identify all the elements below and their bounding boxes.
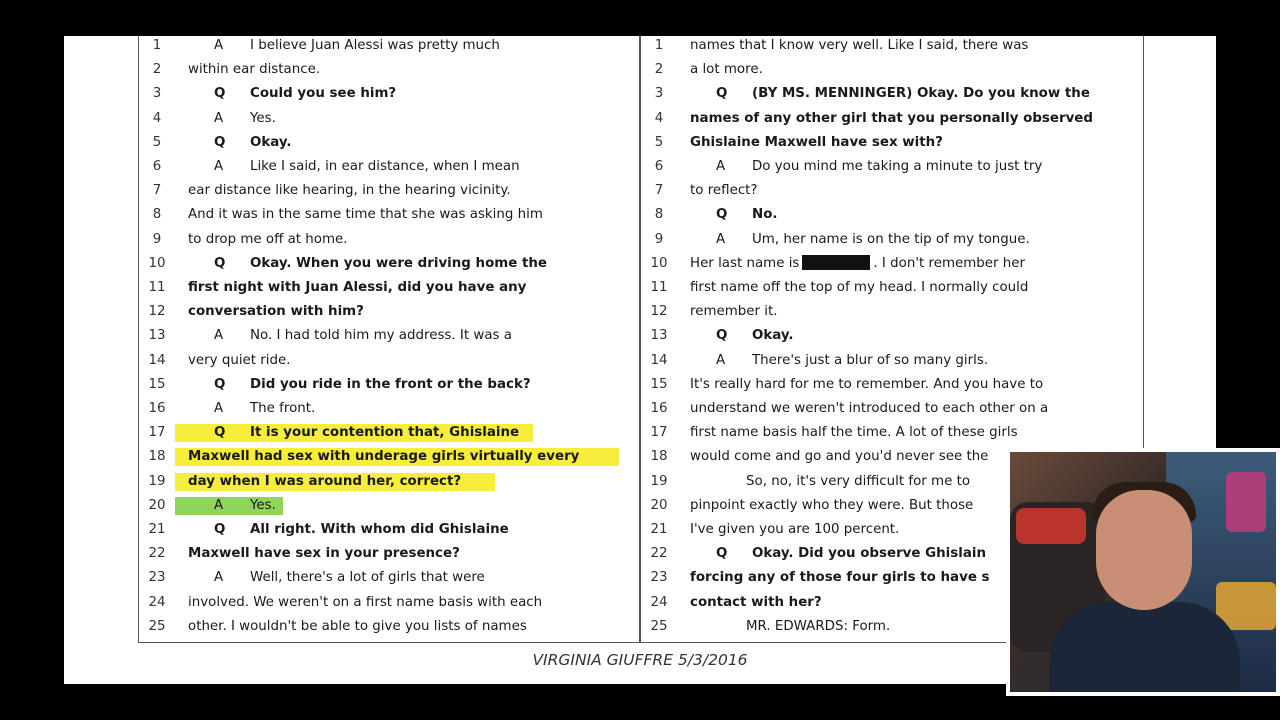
line-segment: understand we weren't introduced to each other on a <box>690 401 1049 416</box>
line-segment: Yes. <box>250 110 276 126</box>
line-segment: The front. <box>250 401 316 416</box>
transcript-line <box>641 155 1143 179</box>
line-number: 3 <box>654 86 664 102</box>
line-segment: All right. With whom did Ghislaine <box>250 522 509 537</box>
line-text <box>690 252 1025 276</box>
speaker-marker: A <box>716 159 726 174</box>
line-text <box>188 615 527 639</box>
line-text <box>188 203 543 227</box>
transcript-line <box>641 276 1143 300</box>
line-text <box>214 566 485 590</box>
line-text <box>690 34 1028 58</box>
line-text <box>214 324 512 348</box>
transcript-line <box>641 34 1143 58</box>
line-segment: . I don't remember her <box>873 255 1026 271</box>
line-number: 4 <box>654 110 664 126</box>
redaction-block <box>802 255 870 270</box>
line-text <box>188 228 348 252</box>
transcript-line <box>139 324 639 348</box>
transcript-line <box>641 397 1143 421</box>
line-segment: first name off the top of my head. I normally could <box>690 280 1029 295</box>
line-number: 14 <box>650 352 668 368</box>
line-segment: first name basis half the time. A lot of these girls <box>690 425 1018 441</box>
line-number: 12 <box>148 304 166 320</box>
line-segment: It is your contention that, Ghislaine <box>250 425 520 441</box>
line-number: 22 <box>148 546 166 562</box>
line-number: 6 <box>152 159 162 174</box>
line-segment: Okay. When you were driving home the <box>250 255 547 271</box>
line-number: 12 <box>650 304 668 320</box>
transcript-line <box>641 252 1143 276</box>
line-number: 21 <box>650 522 668 537</box>
transcript-line <box>641 349 1143 373</box>
transcript-line <box>641 203 1143 227</box>
transcript-line <box>139 300 639 324</box>
transcript-line <box>139 228 639 252</box>
transcript-footer: VIRGINIA GIUFFRE 5/3/2016 <box>532 651 748 669</box>
transcript-line <box>641 373 1143 397</box>
line-text <box>716 349 988 373</box>
line-segment: Do you mind me taking a minute to just try <box>752 159 1043 174</box>
line-text <box>690 494 973 518</box>
line-number: 5 <box>152 134 162 150</box>
line-text <box>214 252 547 276</box>
line-number: 1 <box>152 38 162 53</box>
line-segment: to drop me off at home. <box>188 231 348 247</box>
line-number: 6 <box>654 159 664 174</box>
line-text <box>214 421 519 445</box>
speaker-marker: Q <box>214 86 226 102</box>
transcript-line <box>139 591 639 615</box>
line-text <box>214 131 292 155</box>
speaker-marker: A <box>214 401 224 416</box>
transcript-line <box>139 155 639 179</box>
line-segment: Her last name is <box>690 255 800 271</box>
transcript-line <box>641 300 1143 324</box>
line-text <box>690 397 1048 421</box>
line-segment: Okay. <box>250 134 292 150</box>
speaker-marker: A <box>214 328 224 344</box>
transcript-line <box>641 58 1143 82</box>
transcript-line <box>139 58 639 82</box>
transcript-left-column <box>138 36 640 643</box>
line-segment: Yes. <box>250 497 276 513</box>
line-number: 20 <box>148 497 166 513</box>
line-number: 13 <box>148 328 166 344</box>
line-text <box>214 397 315 421</box>
transcript-line <box>139 421 639 445</box>
line-number: 1 <box>654 38 664 53</box>
transcript-line <box>139 252 639 276</box>
speaker-marker: Q <box>716 86 728 102</box>
line-segment: I believe Juan Alessi was pretty much <box>250 38 500 53</box>
line-number: 14 <box>148 352 166 368</box>
line-text <box>690 179 758 203</box>
line-number: 9 <box>152 231 162 247</box>
transcript-line <box>641 107 1143 131</box>
line-text <box>690 518 899 542</box>
transcript-line <box>139 179 639 203</box>
line-text <box>188 591 542 615</box>
line-segment: It's really hard for me to remember. And you have to <box>690 376 1044 392</box>
line-number: 20 <box>650 497 668 513</box>
line-text <box>716 542 986 566</box>
line-segment: There's just a blur of so many girls. <box>752 352 989 368</box>
line-text <box>690 58 763 82</box>
line-number: 9 <box>654 231 664 247</box>
line-text <box>214 107 276 131</box>
transcript-line <box>641 131 1143 155</box>
line-text <box>716 228 1030 252</box>
line-number: 17 <box>148 425 166 441</box>
line-text <box>188 179 511 203</box>
line-text <box>188 470 461 494</box>
line-segment: ear distance like hearing, in the hearing vicinity. <box>188 183 511 199</box>
transcript-line <box>139 203 639 227</box>
line-text <box>188 300 364 324</box>
transcript-line <box>139 82 639 106</box>
line-text <box>716 82 1090 106</box>
line-text <box>690 300 778 324</box>
speaker-marker: Q <box>214 255 226 271</box>
line-text <box>746 615 890 639</box>
line-segment: would come and go and you'd never see the <box>690 449 989 465</box>
transcript-line <box>139 107 639 131</box>
line-text <box>188 276 526 300</box>
line-segment: contact with her? <box>690 594 822 610</box>
line-segment: day when I was around her, correct? <box>188 473 462 489</box>
line-segment: Ghislaine Maxwell have sex with? <box>690 134 943 150</box>
line-segment: within ear distance. <box>188 62 321 78</box>
line-number: 15 <box>650 376 668 392</box>
transcript-line <box>139 349 639 373</box>
line-number: 21 <box>148 522 166 537</box>
line-segment: remember it. <box>690 304 778 320</box>
transcript-line <box>139 615 639 639</box>
transcript-line <box>139 542 639 566</box>
line-number: 18 <box>650 449 668 465</box>
line-number: 13 <box>650 328 668 344</box>
line-segment: Um, her name is on the tip of my tongue. <box>752 231 1030 247</box>
line-segment: So, no, it's very difficult for me to <box>746 473 971 489</box>
line-segment: Maxwell had sex with underage girls virtually every <box>188 449 580 465</box>
line-segment: No. <box>752 207 778 223</box>
line-text <box>746 470 970 494</box>
line-number: 11 <box>650 280 668 295</box>
line-segment: involved. We weren't on a first name basis with each <box>188 594 543 610</box>
line-number: 10 <box>650 255 668 271</box>
line-segment: Like I said, in ear distance, when I mean <box>250 159 520 174</box>
speaker-marker: A <box>214 570 224 586</box>
line-segment: Okay. <box>752 328 794 344</box>
line-number: 16 <box>148 401 166 416</box>
speaker-marker: A <box>214 110 224 126</box>
line-number: 8 <box>654 207 664 223</box>
line-number: 18 <box>148 449 166 465</box>
speaker-marker: A <box>214 159 224 174</box>
line-segment: conversation with him? <box>188 304 364 320</box>
line-segment: other. I wouldn't be able to give you lists of names <box>188 618 527 634</box>
transcript-line <box>139 470 639 494</box>
speaker-marker: Q <box>716 328 728 344</box>
transcript-line <box>139 373 639 397</box>
transcript-line <box>139 131 639 155</box>
line-segment: Well, there's a lot of girls that were <box>250 570 485 586</box>
line-text <box>690 445 988 469</box>
speaker-marker: A <box>214 497 224 513</box>
transcript-line <box>641 324 1143 348</box>
line-segment: first night with Juan Alessi, did you have any <box>188 280 527 295</box>
line-number: 10 <box>148 255 166 271</box>
line-number: 25 <box>148 618 166 634</box>
line-segment: to reflect? <box>690 183 758 199</box>
line-number: 2 <box>152 62 162 78</box>
line-segment: very quiet ride. <box>188 352 291 368</box>
line-number: 23 <box>148 570 166 586</box>
line-number: 16 <box>650 401 668 416</box>
transcript-line <box>139 445 639 469</box>
line-text <box>690 421 1018 445</box>
line-number: 24 <box>148 594 166 610</box>
line-number: 22 <box>650 546 668 562</box>
line-number: 4 <box>152 110 162 126</box>
speaker-marker: Q <box>214 134 226 150</box>
line-segment: Maxwell have sex in your presence? <box>188 546 460 562</box>
speaker-marker: A <box>716 352 726 368</box>
line-segment: I've given you are 100 percent. <box>690 522 900 537</box>
transcript-line <box>139 494 639 518</box>
line-number: 19 <box>148 473 166 489</box>
line-text <box>214 373 531 397</box>
line-text <box>716 203 778 227</box>
line-segment: No. I had told him my address. It was a <box>250 328 512 344</box>
line-text <box>690 107 1093 131</box>
line-text <box>716 155 1042 179</box>
line-segment: forcing any of those four girls to have s <box>690 570 990 586</box>
line-text <box>188 542 460 566</box>
transcript-line <box>139 34 639 58</box>
line-number: 5 <box>654 134 664 150</box>
line-segment: MR. EDWARDS: Form. <box>746 618 891 634</box>
transcript-line <box>139 397 639 421</box>
line-text <box>214 82 396 106</box>
line-segment: Okay. Did you observe Ghislain <box>752 546 986 562</box>
line-number: 7 <box>152 183 162 199</box>
line-number: 7 <box>654 183 664 199</box>
line-text <box>214 34 500 58</box>
transcript-line <box>139 566 639 590</box>
transcript-line <box>641 228 1143 252</box>
line-number: 24 <box>650 594 668 610</box>
speaker-marker: Q <box>214 376 226 392</box>
line-number: 15 <box>148 376 166 392</box>
line-number: 3 <box>152 86 162 102</box>
transcript-line <box>139 276 639 300</box>
line-text <box>188 58 320 82</box>
line-text <box>188 445 579 469</box>
line-text <box>214 494 276 518</box>
line-segment: names that I know very well. Like I said, there was <box>690 38 1029 53</box>
line-segment: (BY MS. MENNINGER) Okay. Do you know the <box>752 86 1090 102</box>
transcript-line <box>139 518 639 542</box>
line-segment: And it was in the same time that she was asking him <box>188 207 543 223</box>
speaker-marker: A <box>214 38 224 53</box>
line-text <box>690 276 1028 300</box>
transcript-line <box>641 421 1143 445</box>
line-segment: Could you see him? <box>250 86 397 102</box>
line-number: 19 <box>650 473 668 489</box>
transcript-line <box>641 179 1143 203</box>
line-segment: a lot more. <box>690 62 763 78</box>
line-segment: pinpoint exactly who they were. But those <box>690 497 974 513</box>
line-text <box>214 155 520 179</box>
line-text <box>690 373 1043 397</box>
line-text <box>690 131 943 155</box>
transcript-line <box>641 82 1143 106</box>
line-text <box>690 591 822 615</box>
line-number: 2 <box>654 62 664 78</box>
speaker-marker: Q <box>716 546 728 562</box>
line-number: 8 <box>152 207 162 223</box>
line-text <box>690 566 990 590</box>
line-number: 17 <box>650 425 668 441</box>
speaker-marker: Q <box>214 425 226 441</box>
speaker-marker: Q <box>716 207 728 223</box>
line-number: 11 <box>148 280 166 295</box>
line-segment: names of any other girl that you personally observed <box>690 110 1093 126</box>
line-segment: Did you ride in the front or the back? <box>250 376 531 392</box>
webcam-overlay <box>1006 448 1280 696</box>
speaker-marker: A <box>716 231 726 247</box>
line-number: 23 <box>650 570 668 586</box>
line-text <box>188 349 291 373</box>
line-number: 25 <box>650 618 668 634</box>
speaker-marker: Q <box>214 522 226 537</box>
line-text <box>716 324 794 348</box>
webcam-video <box>1010 452 1276 692</box>
line-text <box>214 518 509 542</box>
